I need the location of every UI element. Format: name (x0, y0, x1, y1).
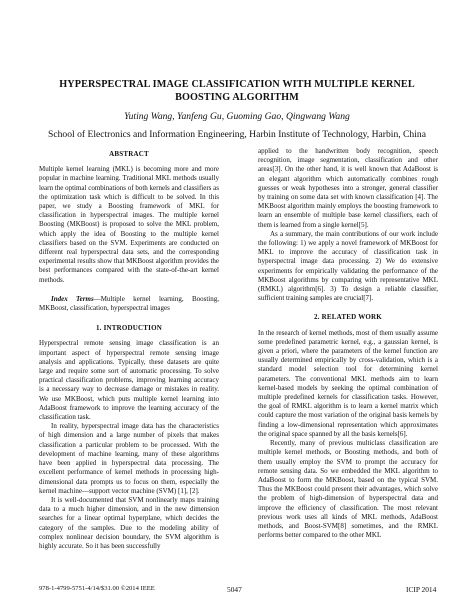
author-list: Yuting Wang, Yanfeng Gu, Guoming Gao, Qingwang Wang (124, 111, 350, 122)
left-column (39, 147, 219, 551)
index-terms-text: —Multiple kernel learning, Boosting, MKBoost, classification, hyperspectral images (39, 294, 219, 313)
footer-page-number: 5047 (227, 585, 242, 594)
related-paragraph-1: In the research of kernel methods, most of them usually assume some predefined parametric kernel, e.g., a gaussian kernel, is given a priori, where the parameters of the kernel function are usually determined empirically by cross-validation, which is a standard model selection tool for determining kernel parameters. The conventional MKL methods aim to learn kernel-based models by seeking the optimal combination of multiple predefined kernels for classification tasks. However, the goal of RMKL algorithm is to learn a kernel matrix which could capture the most variation of the original basis kernels by finding a low-dimensional representation which approximates the original space spanned by all the basis kernels[6]. (258, 328, 438, 438)
intro-paragraph-1: Hyperspectral remote sensing image classification is an important aspect of hyperspectral remote sensing image analysis and applications. Typically, these datasets are quite large and require some sort of automatic processing. To solve practical classification problems, improving learning accuracy is a necessary way to decrease damage or mistakes in reality. We use MKBoost, which puts multiple kernel learning into AdaBoost framework to improve the learning accuracy of the classification task. (39, 339, 219, 422)
intro-paragraph-2: In reality, hyperspectral image data has the characteristics of high dimension and a large number of pixels that makes classification a particular problem to be processed. With the development of machine learning, many of these algorithms have been applied in hyperspectral data processing. The excellent performance of kernel methods in processing high-dimensional data prompts us to focus on them, especially the kernel machine—support vector machine (SVM) [1], [2]. (39, 422, 219, 495)
footer-isbn: 978-1-4799-5751-4/14/$31.00 ©2014 IEEE (39, 585, 155, 592)
footer-conference: ICIP 2014 (406, 585, 437, 594)
right-column (258, 147, 438, 540)
intro-heading: 1. INTRODUCTION (95, 324, 162, 333)
related-work-heading: 2. RELATED WORK (314, 313, 382, 322)
contributions-paragraph: As a summary, the main contributions of our work include the following: 1) we apply a novel framework of MKBoost for MKL to improve the accuracy of classification task in hyperspectral image data processing. 2) We do extensive experiments for empirically validating the performance of the MKBoost algorithms by comparing with representative MKL (RMKL) algorithm[6]. 3) To design a reliable classifier, sufficient training samples are crucial[7]. (258, 229, 438, 303)
paper-title: HYPERSPECTRAL IMAGE CLASSIFICATION WITH MULTIPLE KERNEL BOOSTING ALGORITHM (59, 79, 415, 103)
affiliation: School of Electronics and Information Engineering, Harbin Institute of Technology, Harbin, China (48, 129, 426, 140)
index-terms-label: Index Terms (51, 294, 94, 303)
abstract-heading: ABSTRACT (109, 150, 149, 158)
intro-paragraph-continued: applied to the handwritten body recognition, speech recognition, image segmentation, classification and other areas[3]. On the other hand, it is well known that AdaBoost is an elegant algorithm which automatically combines rough guesses or weak hypotheses into a stronger, general classifier by training on some data set with known classification [4]. The MKBoost algorithm mainly employs the boosting framework to learn an ensemble of multiple base kernel classifiers, each of them is learned from a single kernel[5]. (258, 147, 438, 229)
abstract-text: Multiple kernel learning (MKL) is becoming more and more popular in machine learning. Traditional MKL methods usually learn the optimal combinations of both kernels and classifiers as the optimization task which is difficult to be solved. In this paper, we study a Boosting framework of MKL for classification in hyperspectral images. The multiple kernel Boosting (MKBoost) is proposed to solve the MKL problem, which apply the idea of Boosting to the multiple kernel classifiers based on the SVM. Experiments are conducted on different real hyperspectral data sets, and the corresponding experimental results show that MKBoost algorithm provides the best performances compared with the state-of-the-art kernel methods. (39, 165, 219, 284)
index-terms (39, 295, 219, 313)
related-paragraph-2: Recently, many of previous multiclass classification are multiple kernel methods, or Boosting methods, and both of them usually employ the SVM to prompt the accuracy for remote sensing data. So we embedded the MKL algorithm to AdaBoost to form the MKBoost, based on the typical SVM. Thus the MKBoost could present their advantages, which solve the problem of high-dimension of hyperspectral data and improve the efficiency of classification. The most relevant previous work uses all kinds of MKL methods, AdaBoost methods, and Boost-SVM[8] sometimes, and the RMKL performs better compared to the other MKL (258, 439, 438, 540)
intro-paragraph-3: It is well-documented that SVM nonlinearly maps training data to a much higher dimension, and in the new dimension searches for a linear optimal hyperplane, which decides the category of the samples. Due to the modeling ability of complex nonlinear decision boundary, the SVM algorithm is highly accurate. So it has been successfully (39, 495, 219, 550)
